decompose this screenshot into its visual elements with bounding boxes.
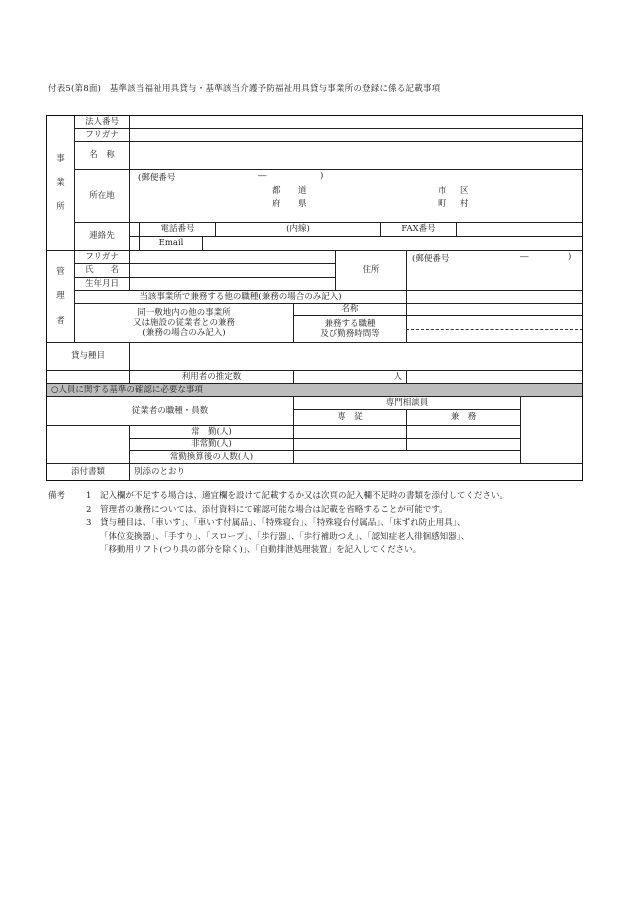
fax-label: FAX番号 [380, 222, 456, 236]
dou-char: 道 [298, 186, 307, 196]
office-postal-close: ) [320, 171, 324, 181]
office-name-label: 名 称 [74, 141, 129, 169]
fu-char: 府 [272, 199, 281, 209]
manager-section-label: 管 理 者 [46, 250, 74, 342]
to-char: 都 [272, 186, 281, 196]
page-title: 付表5(第8面) 基準該当福祉用具貸与・基準該当介護予防福祉用具貸与事業所の登録に係る記載事項 [48, 84, 441, 94]
email-label: Email [139, 236, 202, 250]
part-concurrent-field[interactable] [406, 438, 520, 450]
office-furigana-label: フリガナ [74, 128, 129, 141]
office-section-label: 事 業 所 [46, 115, 74, 250]
corp-number-field[interactable] [129, 115, 583, 128]
manager-name-field[interactable] [129, 263, 335, 277]
fax-field[interactable] [456, 222, 583, 236]
shi-char: 市 [438, 186, 447, 196]
staff-row-indent [46, 425, 129, 463]
ku-char: 区 [460, 186, 469, 196]
phone-field[interactable]: (内線) [215, 222, 380, 236]
contact-label: 連絡先 [74, 222, 129, 250]
part-fulltime-field[interactable] [293, 438, 406, 450]
manager-furigana-label: フリガナ [74, 250, 129, 263]
full-concurrent-field[interactable] [406, 425, 520, 438]
manager-postal-close: ) [568, 252, 572, 262]
manager-postal-dash: ― [520, 252, 529, 262]
machi-char: 町 [438, 199, 447, 209]
users-blank [406, 370, 583, 383]
users-unit: 人 [393, 371, 402, 382]
other-job-divider [406, 329, 583, 330]
converted-label: 常勤換算後の人数(人) [129, 450, 293, 463]
contact-indent [129, 236, 139, 250]
staff-blank-col [520, 396, 583, 463]
email-field[interactable] [202, 236, 583, 250]
mura-char: 村 [460, 199, 469, 209]
manager-name-label: 氏 名 [74, 263, 129, 277]
manager-birth-field[interactable] [129, 277, 335, 290]
other-name-field[interactable] [406, 303, 583, 315]
note-1: 備考 1 記入欄が不足する場合は、適宜欄を設けて記載するか又は次頁の記入欄不足時の書類を添付してください。 [48, 490, 508, 504]
office-address-label: 所在地 [74, 169, 129, 222]
part-label: 非常勤(人) [129, 438, 293, 450]
office-address-field[interactable] [129, 169, 583, 222]
note-2: 2 管理者の兼務については、添付資料にて確認可能な場合は記載を省略することが可能です。 [86, 504, 448, 515]
users-indent [46, 370, 129, 383]
office-postal-label: (郵便番号 [138, 173, 176, 183]
attachment-label: 添付書類 [46, 463, 129, 481]
office-postal-dash: ― [258, 171, 267, 181]
note-3-cont-2: 「移動用リフト(つり具の部分を除く)」、「自動排泄処理装置」を記入してください。 [100, 545, 422, 555]
staff-section-header: ○人員に関する基準の確認に必要な事項 [46, 383, 583, 396]
concurrent-header: 兼 務 [406, 409, 520, 425]
staff-type-label: 従業者の職種・員数 [46, 396, 293, 425]
manager-birth-label: 生年月日 [74, 277, 129, 290]
rental-type-label: 貸与種目 [46, 342, 129, 370]
notes [48, 490, 508, 558]
users-label: 利用者の推定数 [129, 370, 293, 383]
fulltime-header: 専 従 [293, 409, 406, 425]
converted-field[interactable] [293, 450, 520, 463]
manager-furigana-field[interactable] [129, 250, 335, 263]
corp-number-label: 法人番号 [74, 115, 129, 128]
full-label: 常 勤(人) [129, 425, 293, 438]
other-duty-field[interactable] [406, 290, 583, 303]
notes-heading: 備考 [48, 491, 66, 501]
phone-label: 電話番号 [139, 222, 215, 236]
ken-char: 県 [298, 199, 307, 209]
other-job-label: 兼務する職種 及び勤務時間等 [293, 315, 406, 342]
other-duty-label: 当該事業所で兼務する他の職種(兼務の場合のみ記入) [74, 290, 406, 303]
manager-postal-label: (郵便番号 [412, 254, 450, 264]
office-name-field[interactable] [129, 141, 583, 169]
other-office-label: 同一敷地内の他の事業所 又は施設の従業者との兼務 (兼務の場合のみ記入) [74, 303, 293, 342]
note-3-cont-1: 「体位変換器」、「手すり」、「スロープ」、「歩行器」、「歩行補助つえ」、「認知症老人徘徊感知器」、 [100, 531, 470, 542]
office-furigana-field[interactable] [129, 128, 583, 141]
rental-type-field[interactable] [129, 342, 583, 370]
manager-address-label: 住所 [335, 250, 406, 290]
full-fulltime-field[interactable] [293, 425, 406, 438]
specialist-header: 専門相談員 [293, 396, 520, 409]
registration-form [46, 115, 583, 481]
attachment-value: 別添のとおり [129, 463, 583, 481]
other-name-label: 名称 [293, 303, 406, 315]
note-3: 3 貸与種目は、「車いす」、「車いす付属品」、「特殊寝台」、「特殊寝台付属品」、「床ずれ防止用具」、 [86, 518, 466, 528]
users-field[interactable] [293, 370, 406, 383]
